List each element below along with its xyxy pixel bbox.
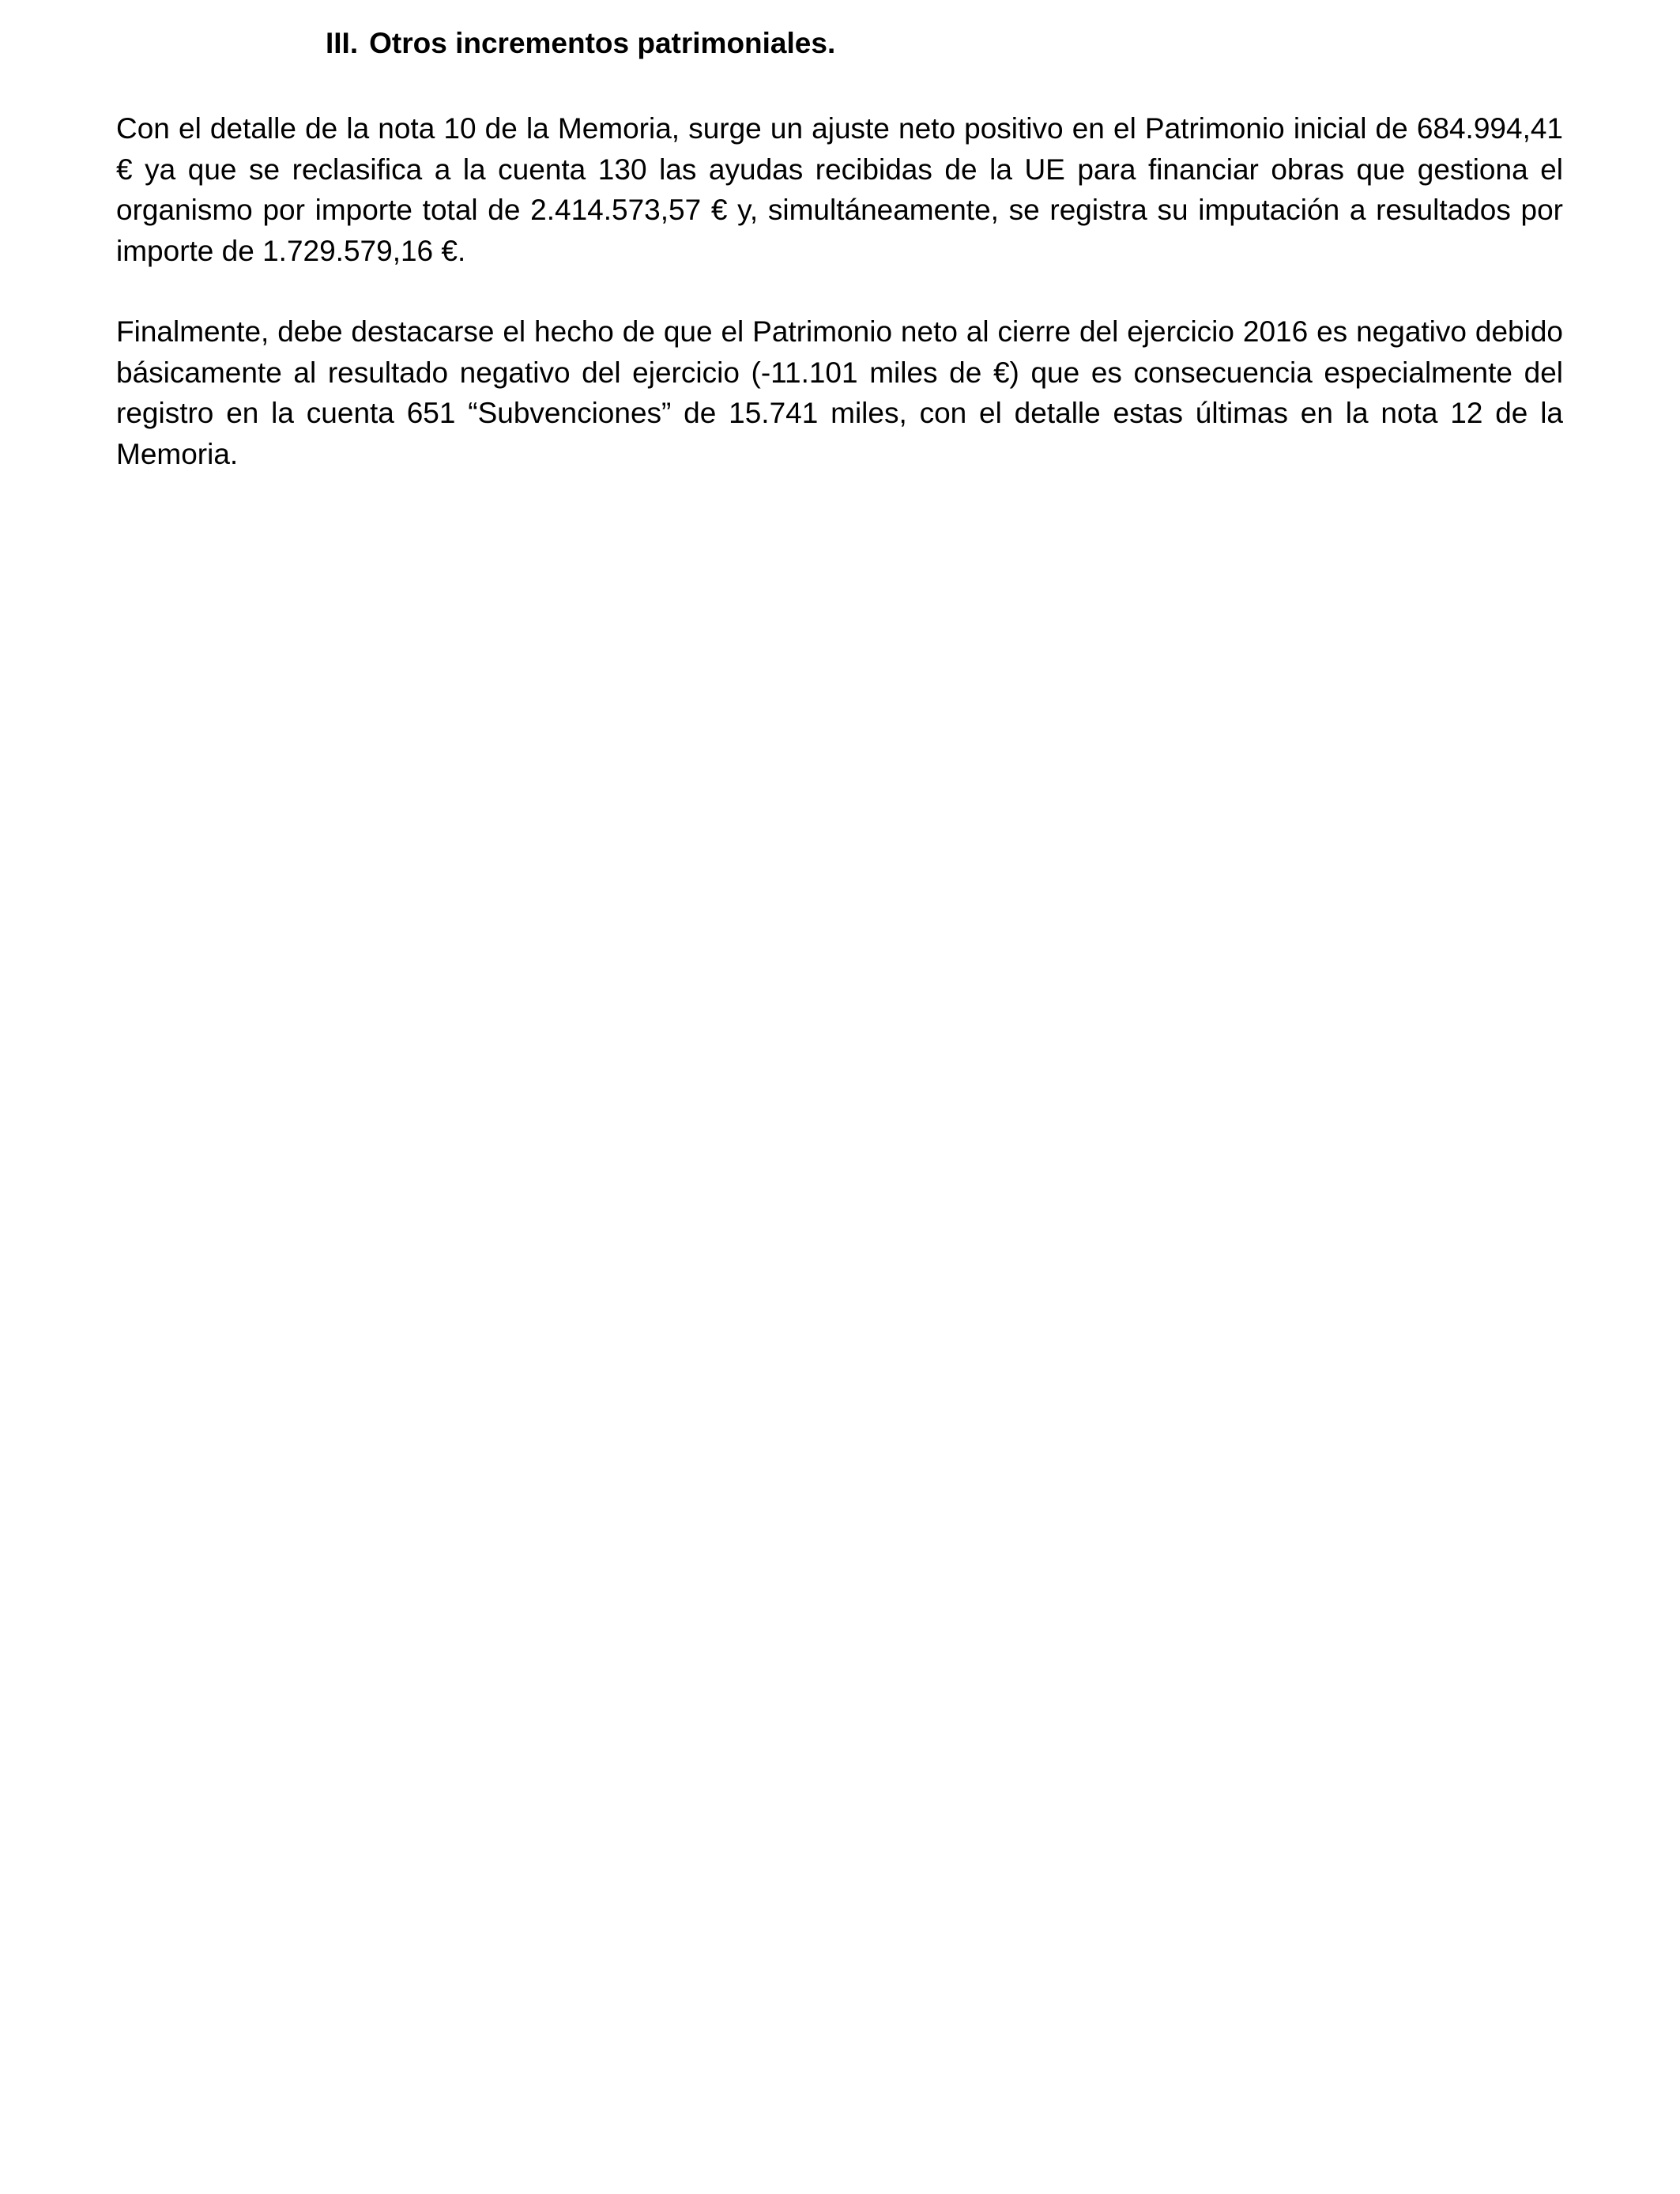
- section-title: Otros incrementos patrimoniales.: [369, 27, 836, 59]
- paragraph-net-equity: Finalmente, debe destacarse el hecho de que el Patrimonio neto al cierre del ejercicio 2016 es negativo debido básicamente al resultado negativo del ejercicio (-11.101 miles de €) que es consecuencia especialmente del registro en la cuenta 651 “Subvenciones” de 15.741 miles, con el detalle estas últimas en la nota 12 de la Memoria.: [116, 315, 1563, 470]
- section-number: III.: [326, 27, 359, 59]
- section-heading: [326, 24, 835, 63]
- paragraph-adjustment: Con el detalle de la nota 10 de la Memoria, surge un ajuste neto positivo en el Patrimonio inicial de 684.994,41 € ya que se reclasifica a la cuenta 130 las ayudas recibidas de la UE para financiar obras que gestiona el organismo por importe total de 2.414.573,57 € y, simultáneamente, se registra su imputación a resultados por importe de 1.729.579,16 €.: [116, 112, 1563, 267]
